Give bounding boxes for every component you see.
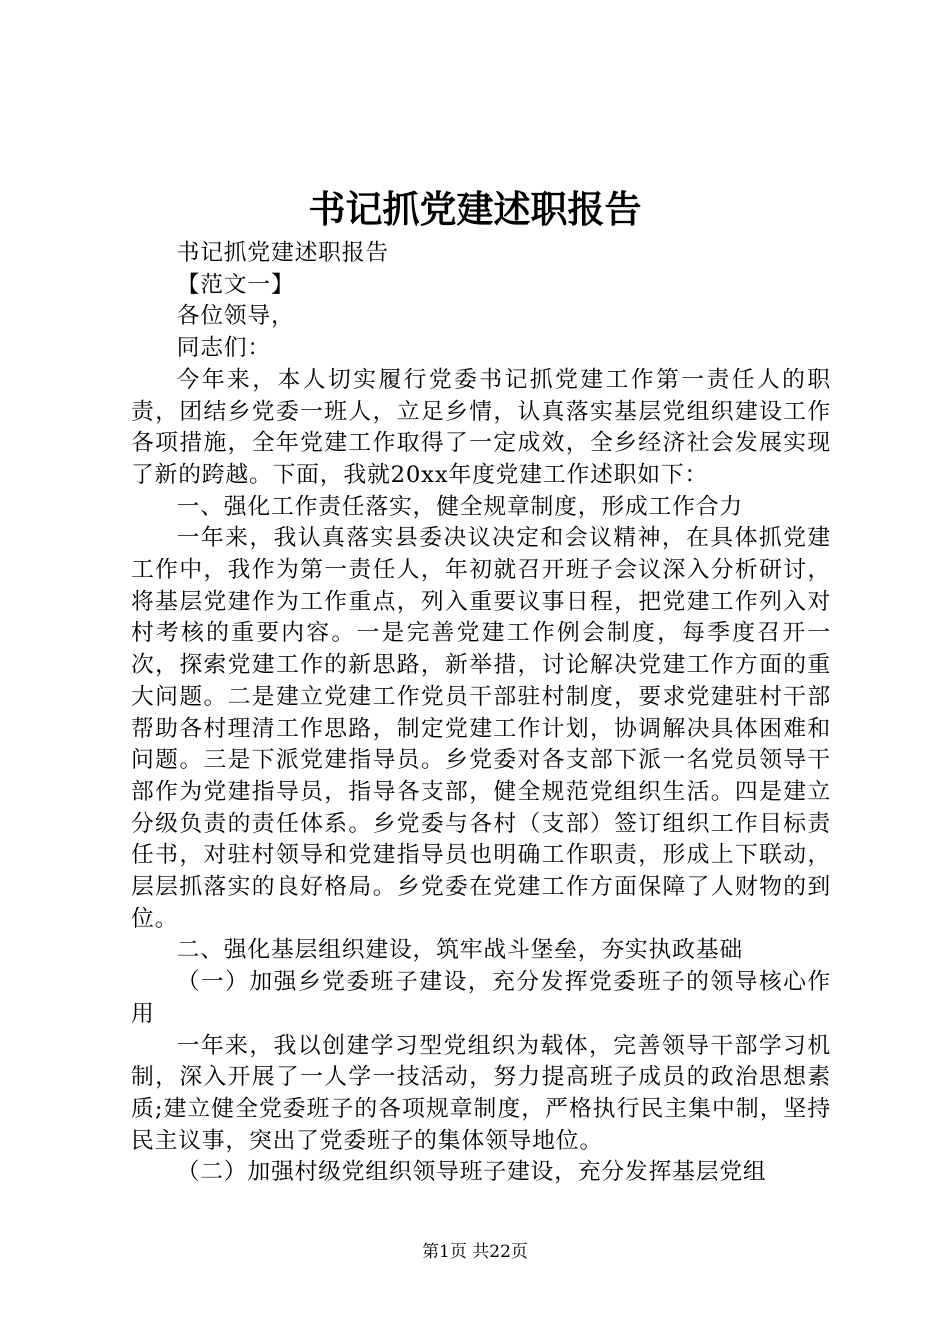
paragraph-heading: 书记抓党建述职报告 (176, 240, 389, 266)
paragraph-sample-label: 【范文一】 (176, 271, 295, 298)
section-heading-1: 一、强化工作责任落实，健全规章制度，形成工作合力 (176, 493, 743, 520)
page-footer: 第1页 共22页 (422, 1242, 528, 1262)
section-heading-2: 二、强化基层组织建设，筑牢战斗堡垒，夯实执政基础 (176, 937, 743, 964)
paragraph-subsection-2-1: 一年来，我以创建学习型党组织为载体，完善领导干部学习机制，深入开展了一人学一技活动，努力提高班子成员的政治思想素质;建立健全党委班子的各项规章制度，严格执行民主集中制，坚持民主议事，突出了党委班子的集体领导地位。 (131, 1032, 831, 1154)
subsection-heading-2-2: （二）加强村级党组织领导班子建设，充分发挥基层党组 (176, 1159, 767, 1186)
paragraph-salutation-comrades: 同志们： (176, 335, 271, 362)
paragraph-intro: 今年来，本人切实履行党委书记抓党建工作第一责任人的职责，团结乡党委一班人，立足乡情，认真落实基层党组织建设工作各项措施，全年党建工作取得了一定成效，全乡经济社会发展实现了新的跨越。下面，我就20xx年度党建工作述职如下： (131, 366, 831, 488)
document-title: 书记抓党建述职报告 (308, 187, 642, 231)
document-body (131, 238, 831, 1189)
subsection-heading-2-1: （一）加强乡党委班子建设，充分发挥党委班子的领导核心作用 (131, 969, 831, 1027)
paragraph-salutation-leaders: 各位领导， (176, 303, 295, 330)
paragraph-section-1: 一年来，我认真落实县委决议决定和会议精神，在具体抓党建工作中，我作为第一责任人，年初就召开班子会议深入分析研讨，将基层党建作为工作重点，列入重要议事日程，把党建工作列入对村考核的重要内容。一是完善党建工作例会制度，每季度召开一次，探索党建工作的新思路，新举措，讨论解决党建工作方面的重大问题。二是建立党建工作党员干部驻村制度，要求党建驻村干部帮助各村理清工作思路，制定党建工作计划，协调解决具体困难和问题。三是下派党建指导员。乡党委对各支部下派一名党员领导干部作为党建指导员，指导各支部，健全规范党组织生活。四是建立分级负责的责任体系。乡党委与各村（支部）签订组织工作目标责任书，对驻村领导和党建指导员也明确工作职责，形成上下联动，层层抓落实的良好格局。乡党委在党建工作方面保障了人财物的到位。 (131, 525, 831, 932)
